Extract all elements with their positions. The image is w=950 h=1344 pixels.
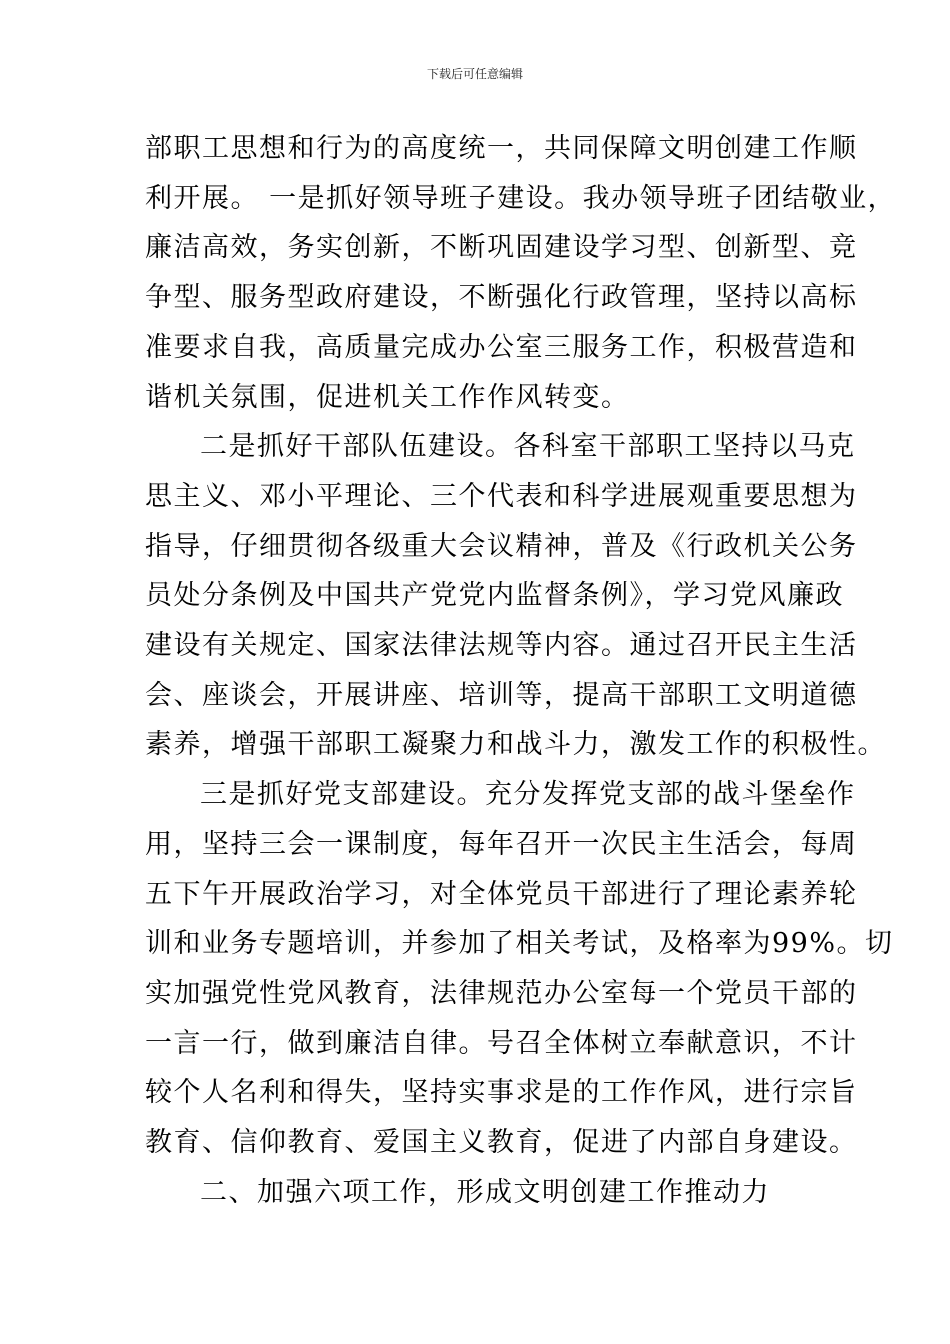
text-line: 廉洁高效，务实创新，不断巩固建设学习型、创新型、竞: [145, 232, 858, 264]
text-line: 一言一行，做到廉洁自律。号召全体树立奉献意识，不计: [145, 1027, 858, 1059]
text-line: 素养，增强干部职工凝聚力和战斗力，激发工作的积极性。: [145, 729, 886, 761]
text-line: 指导，仔细贯彻各级重大会议精神，普及《行政机关公务: [145, 530, 858, 562]
paragraph-start-line: 二是抓好干部队伍建设。各科室干部职工坚持以马克: [200, 431, 856, 463]
section-heading: 二、加强六项工作，形成文明创建工作推动力: [200, 1176, 770, 1208]
text-line: 五下午开展政治学习，对全体党员干部进行了理论素养轮: [145, 878, 858, 910]
text-line: 教育、信仰教育、爱国主义教育，促进了内部自身建设。: [145, 1127, 858, 1159]
text-line: 实加强党性党风教育，法律规范办公室每一个党员干部的: [145, 977, 858, 1009]
text-line: 较个人名利和得失，坚持实事求是的工作作风，进行宗旨: [145, 1077, 858, 1109]
text-line: 训和业务专题培训，并参加了相关考试，及格率为99%。切: [145, 928, 894, 960]
text-line: 思主义、邓小平理论、三个代表和科学进展观重要思想为: [145, 480, 858, 512]
text-line: 员处分条例及中国共产党党内监督条例》，学习党风廉政: [145, 580, 844, 612]
text-line: 利开展。 一是抓好领导班子建设。我办领导班子团结敬业，: [145, 182, 897, 214]
page-header: 下载后可任意编辑: [426, 67, 523, 81]
document-body: [145, 124, 897, 1217]
text-line: 会、座谈会，开展讲座、培训等，提高干部职工文明道德: [145, 679, 858, 711]
text-line: 建设有关规定、国家法律法规等内容。通过召开民主生活: [145, 630, 858, 662]
text-line: 准要求自我，高质量完成办公室三服务工作，积极营造和: [145, 331, 858, 363]
text-line: 谐机关氛围，促进机关工作作风转变。: [145, 381, 630, 413]
text-line: 用，坚持三会一课制度，每年召开一次民主生活会，每周: [145, 828, 858, 860]
text-line: 争型、服务型政府建设，不断强化行政管理，坚持以高标: [145, 282, 858, 314]
text-line: 部职工思想和行为的高度统一，共同保障文明创建工作顺: [145, 133, 858, 164]
paragraph-start-line: 三是抓好党支部建设。充分发挥党支部的战斗堡垒作: [200, 779, 856, 811]
